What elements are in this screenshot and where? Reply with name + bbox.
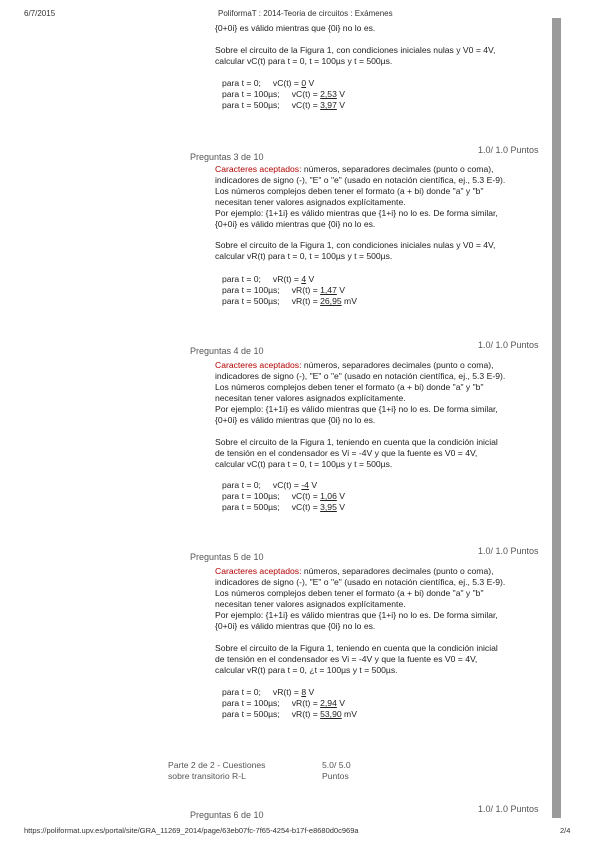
print-date: 6/7/2015 (24, 9, 56, 18)
answer-field[interactable]: 26,95 (320, 296, 342, 306)
answer-field[interactable]: 1,47 (320, 285, 337, 295)
question-5-title: Preguntas 5 de 10 (190, 552, 264, 562)
question-3-title: Preguntas 3 de 10 (190, 152, 264, 162)
answer-row: para t = 100µs; vR(t) = 1,47 V (222, 285, 345, 295)
answer-field[interactable]: 4 (301, 274, 307, 284)
answer-row: para t = 500µs; vR(t) = 26,95 mV (222, 296, 357, 306)
page-number: 2/4 (560, 826, 571, 835)
accepted-fragment: {0+0i} es válido mientras que {0i} no lo es. (215, 23, 376, 33)
question-3-instructions: Caracteres aceptados: números, separadores decimales (punto o coma), indicadores de signo (-), "E" o "e" (usado en notación científica, ej., 5.3 E-9). Los números complejos deben tener el formato (a + bi) donde "a" y "b" necesitan tener valores asignados explícitamente. Por ejemplo: {1+1i} es válido mientras que {1+i} no lo es. De forma similar, {0+0i} es válido mientras que {0i} no lo es. (215, 164, 506, 229)
question-4-points: 1.0/ 1.0 Puntos (478, 340, 539, 350)
question-4-title: Preguntas 4 de 10 (190, 346, 264, 356)
question-4-answers (222, 480, 345, 513)
answer-row: para t = 0; vR(t) = 8 V (222, 687, 315, 697)
page-title: PoliformaT : 2014-Teoria de circuitos : Exámenes (218, 9, 393, 18)
answer-row: para t = 100µs; vR(t) = 2,94 V (222, 698, 345, 708)
part-score: 5.0/ 5.0 Puntos (322, 760, 351, 781)
question-2-statement: Sobre el circuito de la Figura 1, con condiciones iniciales nulas y V0 = 4V, calcular vC(t) para t = 0, t = 100µs y t = 500µs. (215, 45, 496, 66)
answer-row: para t = 500µs; vC(t) = 3,97 V (222, 100, 345, 110)
question-6-title: Preguntas 6 de 10 (190, 810, 264, 820)
question-5-statement: Sobre el circuito de la Figura 1, teniendo en cuenta que la condición inicial de tensión en el condensador es Vi = -4V y que la fuente es V0 = 4V, calcular vR(t) para t = 0, ¿t = 100µs y t = 500µs. (215, 643, 498, 675)
question-3-points: 1.0/ 1.0 Puntos (478, 145, 539, 155)
question-3-answers (222, 274, 357, 307)
question-6-points: 1.0/ 1.0 Puntos (478, 804, 539, 814)
answer-row: para t = 500µs; vR(t) = 53,90 mV (222, 709, 357, 719)
question-2-answers (222, 78, 345, 111)
answer-row: para t = 500µs; vC(t) = 3,95 V (222, 502, 345, 512)
answer-field[interactable]: 3,95 (320, 502, 337, 512)
question-4-statement: Sobre el circuito de la Figura 1, teniendo en cuenta que la condición inicial de tensión en el condensador es Vi = -4V y que la fuente es V0 = 4V, calcular vC(t) para t = 0, t = 100µs y t = 500µs. (215, 437, 498, 469)
answer-field[interactable]: 53,90 (320, 709, 342, 719)
answer-field[interactable]: 0 (301, 78, 307, 88)
answer-field[interactable]: -4 (301, 480, 309, 490)
question-5-points: 1.0/ 1.0 Puntos (478, 546, 539, 556)
answer-field[interactable]: 1,06 (320, 491, 337, 501)
answer-field[interactable]: 2,53 (320, 89, 337, 99)
part-title: Parte 2 de 2 - Cuestiones sobre transitorio R-L (168, 760, 266, 781)
question-3-statement: Sobre el circuito de la Figura 1, con condiciones iniciales nulas y V0 = 4V, calcular vR(t) para t = 0, t = 100µs y t = 500µs. (215, 240, 496, 261)
answer-row: para t = 0; vC(t) = -4 V (222, 480, 318, 490)
answer-field[interactable]: 2,94 (320, 698, 337, 708)
answer-row: para t = 100µs; vC(t) = 1,06 V (222, 491, 345, 501)
question-5-answers (222, 687, 357, 720)
answer-field[interactable]: 8 (301, 687, 307, 697)
footer-url: https://poliformat.upv.es/portal/site/GRA_11269_2014/page/63eb07fc-7f65-4254-b17f-e8680d0c969a (24, 826, 359, 835)
answer-row: para t = 100µs; vC(t) = 2,53 V (222, 89, 345, 99)
question-5-instructions: Caracteres aceptados: números, separadores decimales (punto o coma), indicadores de signo (-), "E" o "e" (usado en notación científica, ej., 5.3 E-9). Los números complejos deben tener el formato (a + bi) donde "a" y "b" necesitan tener valores asignados explícitamente. Por ejemplo: {1+1i} es válido mientras que {1+i} no lo es. De forma similar, {0+0i} es válido mientras que {0i} no lo es. (215, 566, 506, 631)
question-4-instructions: Caracteres aceptados: números, separadores decimales (punto o coma), indicadores de signo (-), "E" o "e" (usado en notación científica, ej., 5.3 E-9). Los números complejos deben tener el formato (a + bi) donde "a" y "b" necesitan tener valores asignados explícitamente. Por ejemplo: {1+1i} es válido mientras que {1+i} no lo es. De forma similar, {0+0i} es válido mientras que {0i} no lo es. (215, 360, 506, 425)
answer-row: para t = 0; vC(t) = 0 V (222, 78, 315, 88)
answer-field[interactable]: 3,97 (320, 100, 337, 110)
answer-row: para t = 0; vR(t) = 4 V (222, 274, 315, 284)
